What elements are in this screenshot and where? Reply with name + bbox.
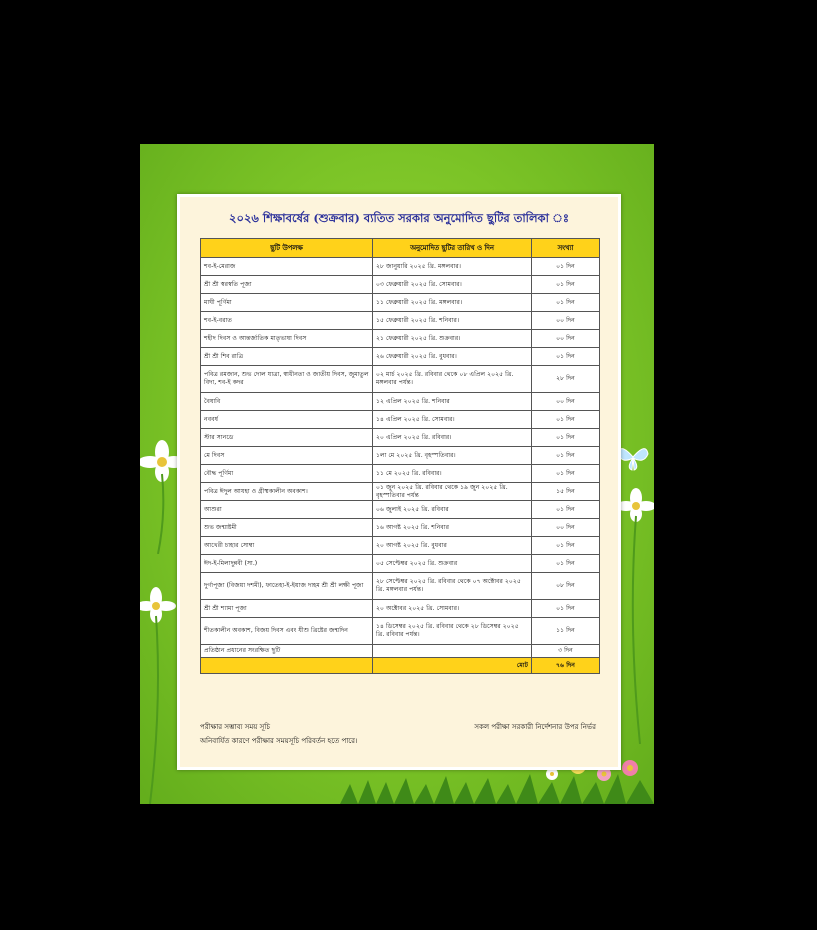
table-row xyxy=(201,600,600,618)
total-value: ৭৬ দিন xyxy=(532,658,600,674)
count-cell: ০১ দিন xyxy=(532,258,600,276)
date-cell: ১১ ফেব্রুয়ারী ২০২৫ খ্রি. মঙ্গলবার। xyxy=(373,294,532,312)
count-cell: ০০ দিন xyxy=(532,519,600,537)
date-cell: ২০ অক্টোবর ২০২৫ খ্রি. সোমবার। xyxy=(373,600,532,618)
occasion-cell: শ্রী শ্রী শিব রাত্রি xyxy=(201,348,373,366)
table-row xyxy=(201,537,600,555)
count-cell: ০১ দিন xyxy=(532,276,600,294)
table-row xyxy=(201,555,600,573)
date-cell: ০২ মার্চ ২০২৫ খ্রি. রবিবার থেকে ০৮ এপ্রিল ২০২৫ খ্রি. মঙ্গলবার পর্যন্ত। xyxy=(373,366,532,393)
date-cell: ১২ এপ্রিল ২০২৫ খ্রি. শনিবার xyxy=(373,393,532,411)
occasion-cell: শহীদ দিবস ও আন্তর্জাতিক মাতৃভাষা দিবস xyxy=(201,330,373,348)
table-row xyxy=(201,573,600,600)
occasion-cell: স্টার সানডে xyxy=(201,429,373,447)
table-row xyxy=(201,429,600,447)
count-cell: ১৫ দিন xyxy=(532,483,600,501)
occasion-cell: বৌদ্ধ পূর্ণিমা xyxy=(201,465,373,483)
occasion-cell: শ্রী শ্রী স্বরস্বতি পূজা xyxy=(201,276,373,294)
table-row xyxy=(201,501,600,519)
table-row xyxy=(201,312,600,330)
page-title: ২০২৬ শিক্ষাবর্ষের (শুক্রবার) ব্যতিত সরকার অনুমোদিত ছুটির তালিকা ঃ xyxy=(228,211,569,225)
occasion-cell: শ্রী শ্রী শ্যামা পূজা xyxy=(201,600,373,618)
date-cell: ১লা মে ২০২৫ খ্রি. বৃহস্পতিবার। xyxy=(373,447,532,465)
occasion-cell: শুভ জন্মাষ্টমী xyxy=(201,519,373,537)
poster-background xyxy=(140,144,654,804)
table-row xyxy=(201,348,600,366)
occasion-cell: পবিত্র রমজান, শুভ দোল যাত্রা, স্বাধীনতা ও জাতীয় দিবস, জুমাতুল বিদা, শব-ই কদর xyxy=(201,366,373,393)
table-row xyxy=(201,393,600,411)
count-cell: ০১ দিন xyxy=(532,537,600,555)
date-cell: ১১ মে ২০২৫ খ্রি. রবিবার। xyxy=(373,465,532,483)
date-cell: ২৮ জানুয়ারি ২০২৫ খ্রি. মঙ্গলবার। xyxy=(373,258,532,276)
count-cell: ০১ দিন xyxy=(532,429,600,447)
date-cell: ২৬ ফেব্রুয়ারী ২০২৫ খ্রি. বুধবার। xyxy=(373,348,532,366)
column-header: অনুমোদিত ছুটির তারিখ ও দিন xyxy=(373,239,532,258)
count-cell: ২৮ দিন xyxy=(532,366,600,393)
occasion-cell: ঈদ-ই-মিলাদুন্নবী (সা.) xyxy=(201,555,373,573)
date-cell: ০৬ জুলাই ২০২৫ খ্রি. রবিবার xyxy=(373,501,532,519)
column-header: ছুটি উপলক্ষ xyxy=(201,239,373,258)
occasion-cell: মাঘী পূর্ণিমা xyxy=(201,294,373,312)
table-row xyxy=(201,645,600,658)
count-cell: ০১ দিন xyxy=(532,600,600,618)
holiday-list-card xyxy=(177,194,621,770)
date-cell: ১৪ ডিসেম্বর ২০২৫ খ্রি. রবিবার থেকে ২৮ ডিসেম্বর ২০২৫ খ্রি. রবিবার পর্যন্ত। xyxy=(373,618,532,645)
date-cell xyxy=(373,645,532,658)
count-cell: ০০ দিন xyxy=(532,330,600,348)
count-cell: ০১ দিন xyxy=(532,348,600,366)
total-row xyxy=(201,658,600,674)
table-row xyxy=(201,618,600,645)
table-row xyxy=(201,465,600,483)
daisy-flower-icon xyxy=(140,584,180,804)
occasion-cell: নববর্ষ xyxy=(201,411,373,429)
count-cell: ৩ দিন xyxy=(532,645,600,658)
holiday-table xyxy=(200,238,600,674)
occasion-cell: দুর্গাপূজা (বিজয়া দশমী), ফাতেহা-ই-ইয়াজ দাহম শ্রী শ্রী লক্ষী পূজা xyxy=(201,573,373,600)
count-cell: ০৮ দিন xyxy=(532,573,600,600)
date-cell: ০৩ ফেব্রুয়ারী ২০২৫ খ্রি. সোমবার। xyxy=(373,276,532,294)
table-row xyxy=(201,519,600,537)
count-cell: ০১ দিন xyxy=(532,555,600,573)
count-cell: ০১ দিন xyxy=(532,294,600,312)
total-spacer xyxy=(201,658,373,674)
date-cell: ১৫ ফেব্রুয়ারী ২০২৫ খ্রি. শনিবার। xyxy=(373,312,532,330)
exam-schedule-note: পরীক্ষার সম্ভাব্য সময় সূচি xyxy=(200,723,270,731)
table-row xyxy=(201,366,600,393)
occasion-cell: প্রতিষ্ঠান প্রধানের সংরক্ষিত ছুটি xyxy=(201,645,373,658)
occasion-cell: শব-ই-বরাত xyxy=(201,312,373,330)
occasion-cell: মে দিবস xyxy=(201,447,373,465)
date-cell: ০৫ সেপ্টেম্বর ২০২৫ খ্রি. শুক্রবার xyxy=(373,555,532,573)
butterfly-icon xyxy=(616,442,650,472)
date-cell: ২৮ সেপ্টেম্বর ২০২৫ খ্রি. রবিবার থেকে ০৭ অক্টোবর ২০২৫ খ্রি. মঙ্গলবার পর্যন্ত। xyxy=(373,573,532,600)
date-cell: ১৪ এপ্রিল ২০২৫ খ্রি. সোমবার। xyxy=(373,411,532,429)
table-header-row xyxy=(201,239,600,258)
occasion-cell: শীতকালীন অবকাশ, বিজয় দিবস এবং যীশু খ্রিষ্টের জন্মদিন xyxy=(201,618,373,645)
daisy-flower-icon xyxy=(618,484,654,744)
count-cell: ০১ দিন xyxy=(532,501,600,519)
date-cell: ২০ আগষ্ট ২০২৫ খ্রি. বুধবার xyxy=(373,537,532,555)
date-cell: ১৬ আগষ্ট ২০২৫ খ্রি. শনিবার xyxy=(373,519,532,537)
table-row xyxy=(201,276,600,294)
count-cell: ০০ দিন xyxy=(532,312,600,330)
table-row xyxy=(201,447,600,465)
date-cell: ২০ এপ্রিল ২০২৫ খ্রি. রবিবার। xyxy=(373,429,532,447)
count-cell: ১১ দিন xyxy=(532,618,600,645)
exam-directive-note: সকল পরীক্ষা সরকারী নির্দেশনার উপর নির্ভর xyxy=(474,723,596,731)
count-cell: ০০ দিন xyxy=(532,393,600,411)
count-cell: ০১ দিন xyxy=(532,465,600,483)
occasion-cell: পবিত্র ঈদুল আযহা ও গ্রীষ্মকালীন অবকাশ। xyxy=(201,483,373,501)
table-row xyxy=(201,411,600,429)
count-cell: ০১ দিন xyxy=(532,447,600,465)
count-cell: ০১ দিন xyxy=(532,411,600,429)
occasion-cell: শব-ই-মেরাজ xyxy=(201,258,373,276)
table-body xyxy=(201,258,600,674)
date-cell: ২১ ফেব্রুয়ারী ২০২৫ খ্রি. শুক্রবার। xyxy=(373,330,532,348)
table-row xyxy=(201,330,600,348)
table-row xyxy=(201,483,600,501)
schedule-change-note: অনিবার্যিত কারণে পরীক্ষার সময়সূচি পরিবর্তন হতে পারে। xyxy=(200,737,358,745)
column-header: সংখ্যা xyxy=(532,239,600,258)
total-label: মোট xyxy=(373,658,532,674)
table-row xyxy=(201,258,600,276)
date-cell: ০১ জুন ২০২৫ খ্রি. রবিবার থেকে ১৯ জুন ২০২৫ খ্রি. বৃহস্পতিবার পর্যন্ত xyxy=(373,483,532,501)
table-row xyxy=(201,294,600,312)
occasion-cell: আশুরা xyxy=(201,501,373,519)
occasion-cell: বৈষাবি xyxy=(201,393,373,411)
occasion-cell: আখেরী চাহার সোম্বা xyxy=(201,537,373,555)
